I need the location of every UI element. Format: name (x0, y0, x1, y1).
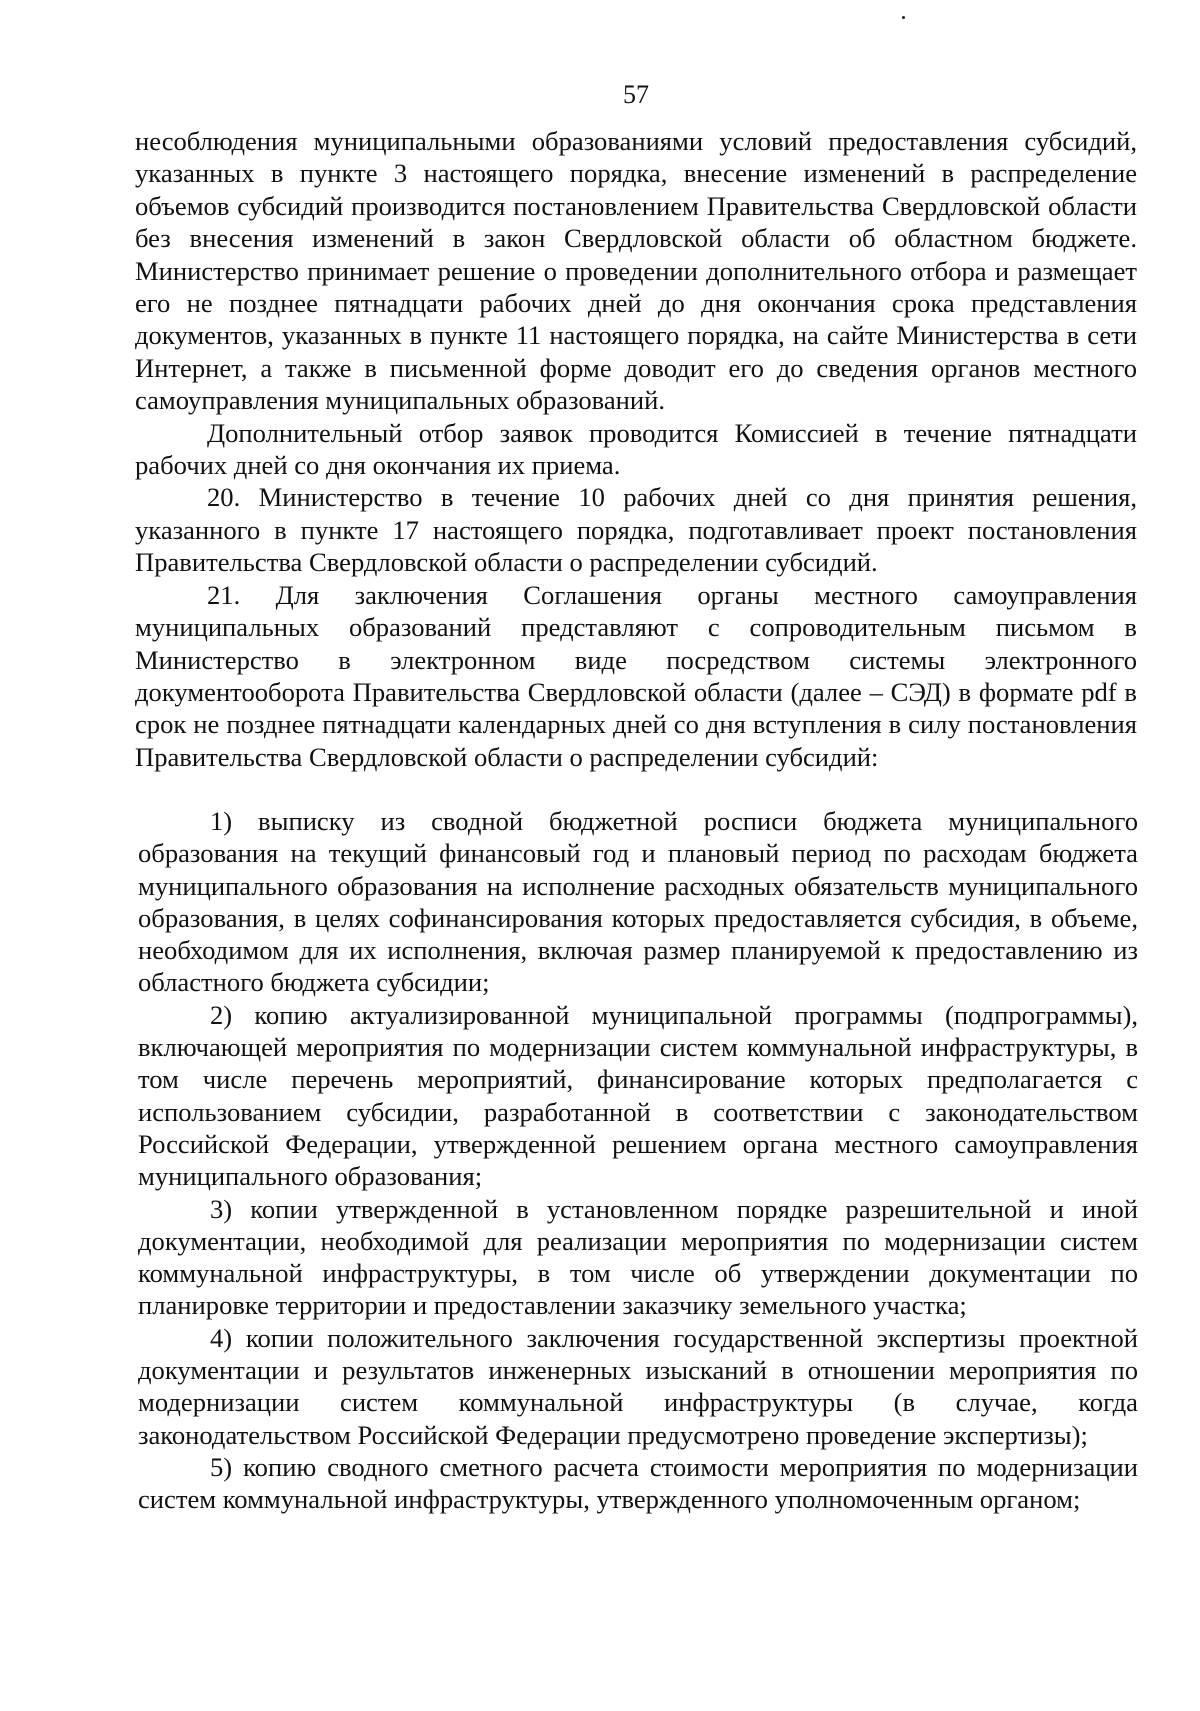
list-item: 2) копию актуализированной муниципальной программы (подпрограммы), включающей мероприятия по модернизации систем коммунальной инфраструктуры, в том числе перечень мероприятий, финансирование которых предполагается с использованием субсидии, разработанной в соответствии с законодательством Российской Федерации, утвержденной решением органа местного самоуправления муниципального образования; (138, 999, 1138, 1192)
body-text (135, 125, 1137, 773)
paragraph-clause-21: 21. Для заключения Соглашения органы местного самоуправления муниципальных образований представляют с сопроводительным письмом в Министерство в электронном виде посредством системы электронного документооборота Правительства Свердловской области (далее – СЭД) в формате pdf в срок не позднее пятнадцати календарных дней со дня вступления в силу постановления Правительства Свердловской области о распределении субсидий: (135, 579, 1137, 772)
list-item: 3) копии утвержденной в установленном порядке разрешительной и иной документации, необходимой для реализации мероприятия по модернизации систем коммунальной инфраструктуры, в том числе об утверждении документации по планировке территории и предоставлении заказчику земельного участка; (138, 1193, 1138, 1321)
paragraph-clause-20: 20. Министерство в течение 10 рабочих дней со дня принятия решения, указанного в пункте 17 настоящего порядка, подготавливает проект постановления Правительства Свердловской области о распределении субсидий. (135, 482, 1137, 578)
document-list (138, 805, 1138, 1516)
paragraph-continuation: несоблюдения муниципальными образованиями условий предоставления субсидий, указанных в пункте 3 настоящего порядка, внесение изменений в распределение объемов субсидий производится постановлением Правительства Свердловской области без внесения изменений в закон Свердловской области об областном бюджете. Министерство принимает решение о проведении дополнительного отбора и размещает его не позднее пятнадцати рабочих дней до дня окончания срока представления документов, указанных в пункте 11 настоящего порядка, на сайте Министерства в сети Интернет, а также в письменной форме доводит его до сведения органов местного самоуправления муниципальных образований. (135, 126, 1137, 416)
list-item: 1) выписку из сводной бюджетной росписи бюджета муниципального образования на текущий финансовый год и плановый период по расходам бюджета муниципального образования на исполнение расходных обязательств муниципального образования, в целях софинансирования которых предоставляется субсидия, в объеме, необходимом для их исполнения, включая размер планируемой к предоставлению из областного бюджета субсидии; (138, 806, 1138, 998)
page-number: 57 (623, 80, 649, 109)
scan-speck (902, 16, 905, 19)
list-item: 5) копию сводного сметного расчета стоимости мероприятия по модернизации систем коммунальной инфраструктуры, утвержденного уполномоченным органом; (138, 1451, 1138, 1515)
paragraph-additional-selection: Дополнительный отбор заявок проводится Комиссией в течение пятнадцати рабочих дней со дня окончания их приема. (135, 417, 1137, 481)
list-item: 4) копии положительного заключения государственной экспертизы проектной документации и результатов инженерных изысканий в отношении мероприятия по модернизации систем коммунальной инфраструктуры (в случае, когда законодательством Российской Федерации предусмотрено проведение экспертизы); (138, 1322, 1138, 1450)
